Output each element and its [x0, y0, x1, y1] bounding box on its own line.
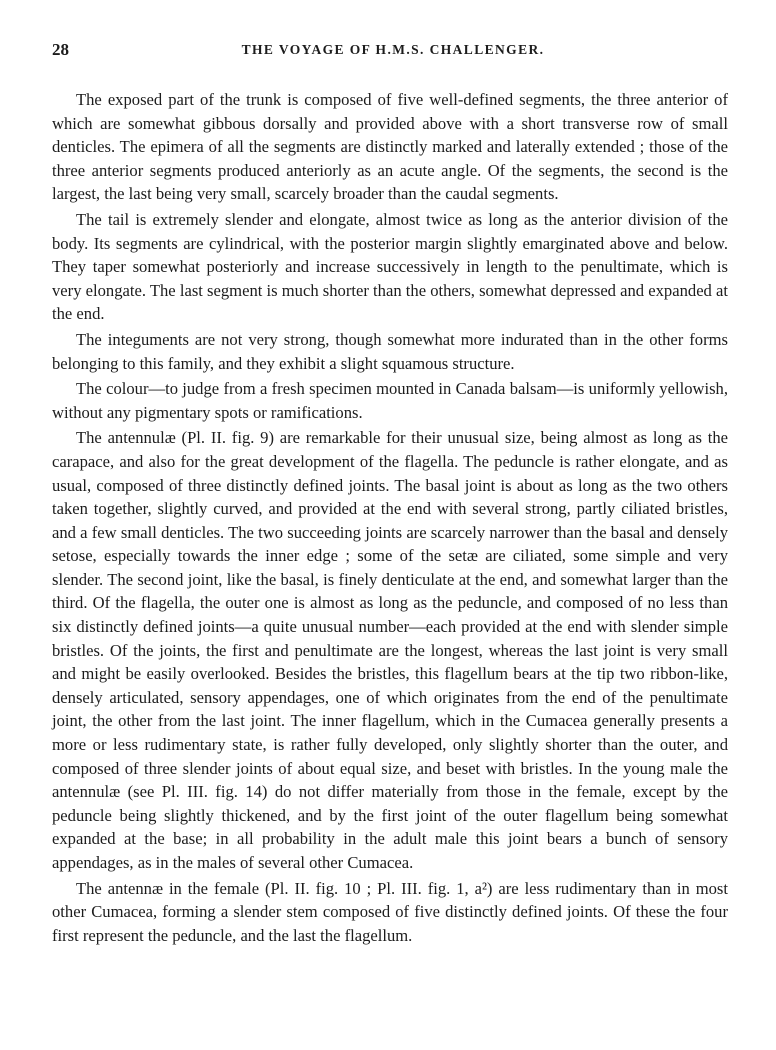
- page-header: [52, 40, 734, 64]
- paragraph-antennulae: The antennulæ (Pl. II. fig. 9) are remarkable for their unusual size, being almost as long as the carapace, and also for the great development of the flagella. The peduncle is rather elongate, and as usual, composed of three distinctly defined joints. The basal joint is about as long as the two others taken together, slightly curved, and provided at the end with several strong, partly ciliated bristles, and a few small denticles. The two succeeding joints are scarcely narrower than the basal and densely setose, especially towards the inner edge ; some of the setæ are ciliated, some simple and very slender. The second joint, like the basal, is finely denticulate at the end, and somewhat larger than the third. Of the flagella, the outer one is almost as long as the peduncle, and composed of no less than six distinctly defined joints—a quite unusual number—each provided at the end with slender simple bristles. Of the joints, the first and penultimate are the longest, whereas the last joint is very small and might be easily overlooked. Besides the bristles, this flagellum bears at the tip two ribbon-like, densely articulated, sensory appendages, one of which originates from the end of the penultimate joint, the other from the last joint. The inner flagellum, which in the Cumacea generally presents a more or less rudimentary state, is rather fully developed, only slightly shorter than the outer, and composed of three slender joints of about equal size, and beset with bristles. In the young male the antennulæ (see Pl. III. fig. 14) do not differ materially from those in the female, except by the peduncle being slightly thickened, and by the first joint of the outer flagellum being somewhat expanded at the base; in all probability in the adult male this joint bears a bunch of sensory appendages, as in the males of several other Cumacea.: [52, 428, 728, 872]
- body-text: [52, 88, 728, 949]
- paragraph-colour: The colour—to judge from a fresh specimen mounted in Canada balsam—is uniformly yellowish, without any pigmentary spots or ramifications.: [52, 379, 728, 422]
- paragraph-integuments: The integuments are not very strong, though somewhat more indurated than in the other forms belonging to this family, and they exhibit a slight squamous structure.: [52, 329, 728, 373]
- paragraph-tail: The tail is extremely slender and elongate, almost twice as long as the anterior division of the body. Its segments are cylindrical, with the posterior margin slightly emarginated above and below. They taper somewhat posteriorly and increase successively in length to the penultimate, which is very elongate. The last segment is much shorter than the others, somewhat depressed and expanded at the end.: [52, 209, 728, 324]
- paragraph-trunk-segments: The exposed part of the trunk is composed of five well-defined segments, the three anterior of which are somewhat gibbous dorsally and provided above with a short transverse row of small denticles. The epimera of all the segments are distinctly marked and laterally extended ; those of the three anterior segments produced anteriorly as an acute angle. Of the segments, the second is the largest, the last being very small, scarcely broader than the caudal segments.: [52, 90, 728, 204]
- paragraph-antennae: The antennæ in the female (Pl. II. fig. 10 ; Pl. III. fig. 1, a²) are less rudimentary than in most other Cumacea, forming a slender stem composed of five distinctly defined joints. Of these the four first represent the peduncle, and the last the flagellum.: [52, 878, 728, 945]
- page-number: 28: [52, 40, 69, 59]
- running-title: THE VOYAGE OF H.M.S. CHALLENGER.: [241, 42, 545, 57]
